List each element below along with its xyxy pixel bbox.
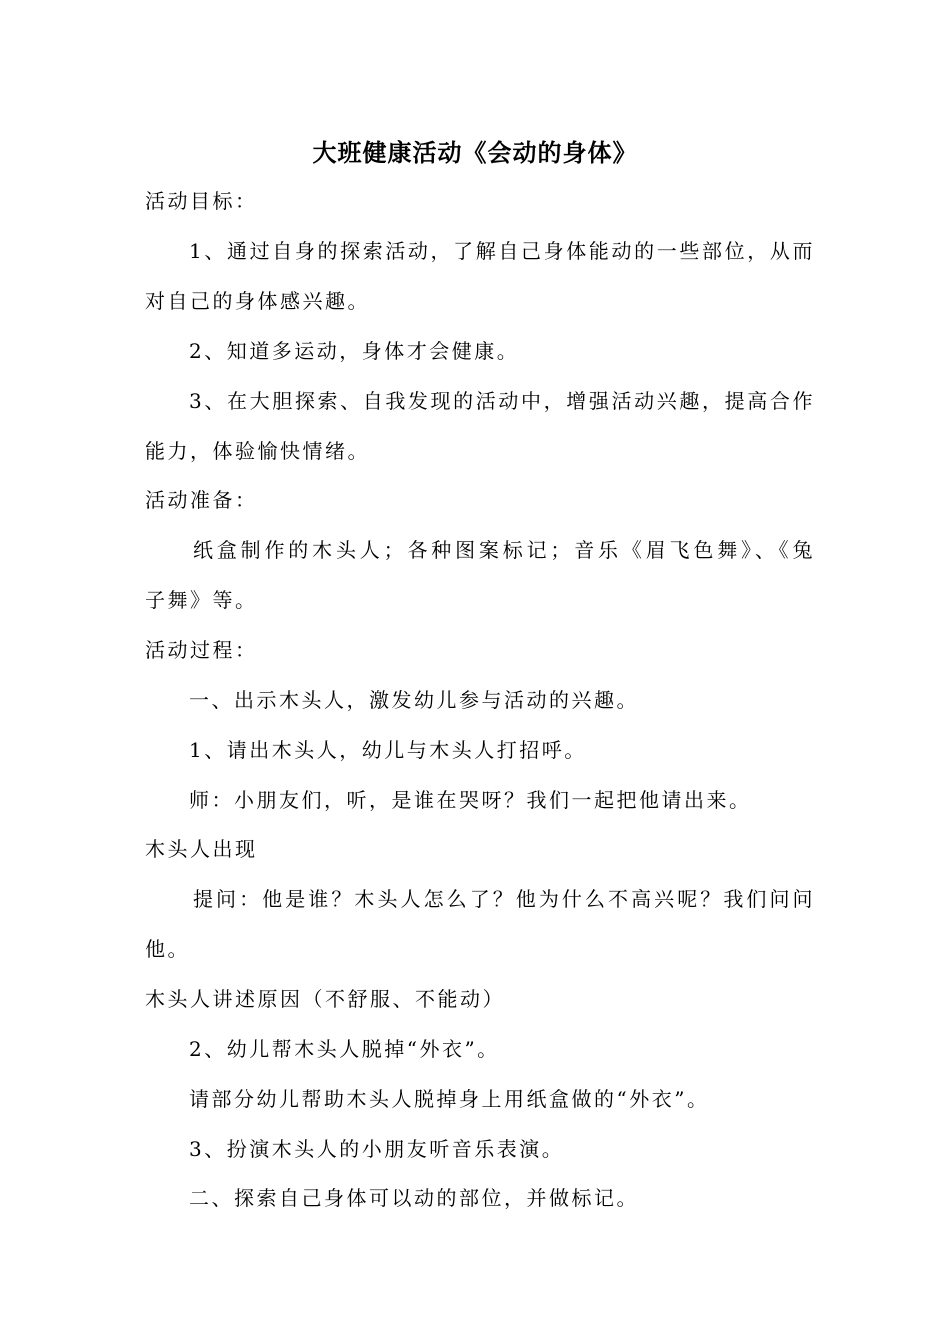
paragraph-line: 师：小朋友们，听，是谁在哭呀？我们一起把他请出来。 (189, 788, 752, 812)
section-heading-preparation: 活动准备： (145, 488, 258, 512)
paragraph-line: 木头人出现 (145, 837, 258, 861)
paragraph-line: 1、通过自身的探索活动，了解自己身体能动的一些部位，从而 (189, 239, 815, 263)
paragraph-line: 能力，体验愉快情绪。 (145, 439, 370, 463)
paragraph-line: 木头人讲述原因（不舒服、不能动） (145, 987, 505, 1011)
paragraph-line: 对自己的身体感兴趣。 (145, 289, 370, 313)
paragraph-line: 2、幼儿帮木头人脱掉“外衣”。 (189, 1037, 500, 1061)
paragraph-line: 3、扮演木头人的小朋友听音乐表演。 (189, 1137, 565, 1161)
paragraph-line: 3、在大胆探索、自我发现的活动中，增强活动兴趣，提高合作 (189, 389, 815, 413)
section-heading-goals: 活动目标： (145, 189, 258, 213)
paragraph-line: 1、请出木头人，幼儿与木头人打招呼。 (189, 738, 587, 762)
paragraph-line: 一、出示木头人，激发幼儿参与活动的兴趣。 (189, 688, 639, 712)
document-title: 大班健康活动《会动的身体》 (312, 138, 638, 167)
paragraph-line: 二、探索自己身体可以动的部位，并做标记。 (189, 1186, 639, 1210)
paragraph-line: 2、知道多运动，身体才会健康。 (189, 339, 520, 363)
paragraph-line: 纸盒制作的木头人；各种图案标记；音乐《眉飞色舞》、《兔 (193, 538, 815, 562)
paragraph-line: 提问：他是谁？木头人怎么了？他为什么不高兴呢？我们问问 (193, 887, 815, 911)
paragraph-line: 子舞》等。 (145, 588, 258, 612)
section-heading-process: 活动过程： (145, 638, 258, 662)
paragraph-line: 他。 (145, 937, 190, 961)
paragraph-line: 请部分幼儿帮助木头人脱掉身上用纸盒做的“外衣”。 (189, 1087, 710, 1111)
